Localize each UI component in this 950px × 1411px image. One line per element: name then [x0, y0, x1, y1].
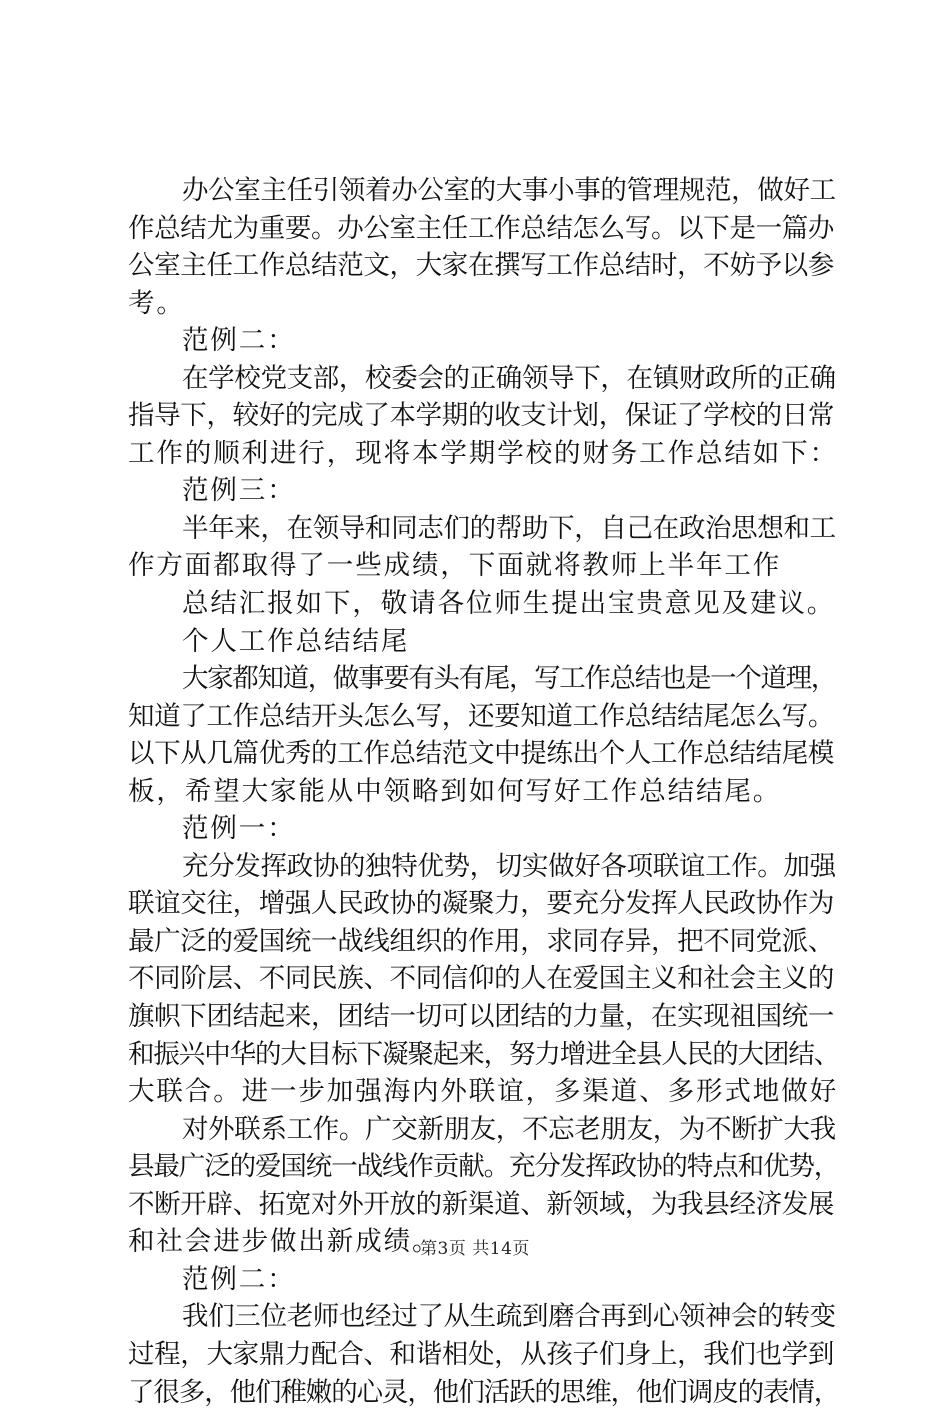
- text-line: 和社会进步做出新成绩。: [128, 1223, 840, 1261]
- text-line: 公室主任工作总结范文，大家在撰写工作总结时，不妨予以参: [128, 247, 840, 285]
- text-line: 办公室主任引领着办公室的大事小事的管理规范，做好工: [128, 172, 840, 210]
- text-line: 板，希望大家能从中领略到如何写好工作总结结尾。: [128, 773, 840, 811]
- document-body: [128, 172, 840, 1411]
- text-line: 工作的顺利进行，现将本学期学校的财务工作总结如下：: [128, 435, 840, 473]
- text-line: 旗帜下团结起来，团结一切可以团结的力量，在实现祖国统一: [128, 998, 840, 1036]
- text-line: 不断开辟、拓宽对外开放的新渠道、新领域，为我县经济发展: [128, 1186, 840, 1224]
- text-line: 作总结尤为重要。办公室主任工作总结怎么写。以下是一篇办: [128, 210, 840, 248]
- text-line: 考。: [128, 285, 840, 323]
- text-line: 总结汇报如下，敬请各位师生提出宝贵意见及建议。: [128, 585, 840, 623]
- text-line: 作方面都取得了一些成绩，下面就将教师上半年工作: [128, 547, 840, 585]
- text-line: 联谊交往，增强人民政协的凝聚力，要充分发挥人民政协作为: [128, 885, 840, 923]
- text-line: 不同阶层、不同民族、不同信仰的人在爱国主义和社会主义的: [128, 960, 840, 998]
- text-line: 大联合。进一步加强海内外联谊，多渠道、多形式地做好: [128, 1073, 840, 1111]
- text-line: 我们三位老师也经过了从生疏到磨合再到心领神会的转变: [128, 1298, 840, 1336]
- text-line: 过程，大家鼎力配合、和谐相处，从孩子们身上，我们也学到: [128, 1336, 840, 1374]
- text-line: 指导下，较好的完成了本学期的收支计划，保证了学校的日常: [128, 397, 840, 435]
- text-line: 和振兴中华的大目标下凝聚起来，努力增进全县人民的大团结、: [128, 1036, 840, 1074]
- text-line: 知道了工作总结开头怎么写，还要知道工作总结结尾怎么写。: [128, 698, 840, 736]
- text-line: 范例二：: [128, 1261, 840, 1299]
- text-line: 个人工作总结结尾: [128, 623, 840, 661]
- text-line: 范例三：: [128, 472, 840, 510]
- text-line: 充分发挥政协的独特优势，切实做好各项联谊工作。加强: [128, 848, 840, 886]
- text-line: 了很多，他们稚嫩的心灵，他们活跃的思维，他们调皮的表情，: [128, 1374, 840, 1411]
- text-line: 大家都知道，做事要有头有尾，写工作总结也是一个道理，: [128, 660, 840, 698]
- text-line: 对外联系工作。广交新朋友，不忘老朋友，为不断扩大我: [128, 1111, 840, 1149]
- text-line: 县最广泛的爱国统一战线作贡献。充分发挥政协的特点和优势，: [128, 1148, 840, 1186]
- text-line: 半年来，在领导和同志们的帮助下，自己在政治思想和工: [128, 510, 840, 548]
- text-line: 以下从几篇优秀的工作总结范文中提练出个人工作总结结尾模: [128, 735, 840, 773]
- text-line: 范例一：: [128, 810, 840, 848]
- page-footer: 第3页 共14页: [0, 1237, 950, 1261]
- text-line: 最广泛的爱国统一战线组织的作用，求同存异，把不同党派、: [128, 923, 840, 961]
- text-line: 范例二：: [128, 322, 840, 360]
- text-line: 在学校党支部，校委会的正确领导下，在镇财政所的正确: [128, 360, 840, 398]
